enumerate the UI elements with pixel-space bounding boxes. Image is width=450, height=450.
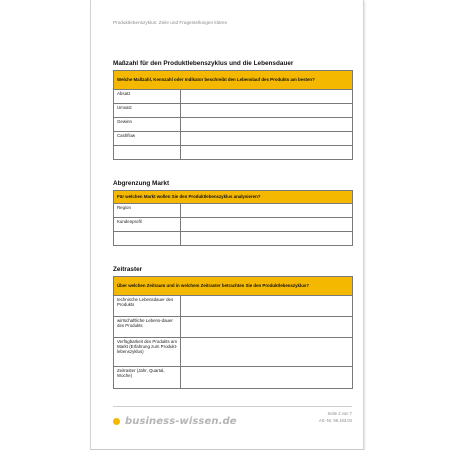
business-wissen-logo[interactable] [113,414,237,428]
row-label [114,146,181,160]
answer-cell[interactable] [181,218,353,232]
row-label [114,232,181,246]
answer-cell[interactable] [181,146,353,160]
row-label: wirtschaftliche Lebens-dauer des Produkts [114,317,181,338]
table-kennzahl [113,70,353,160]
answer-cell[interactable] [181,104,353,118]
row-label: Gewinn [114,118,181,132]
question-cell: Für welchen Markt wollen Sie den Produktlebenszyklus analysieren? [114,191,353,204]
row-label: Kundenprofil [114,218,181,232]
row-label: Umsatz [114,104,181,118]
row-label: Verfügbarkeit des Produkts am Markt (Erfahrung zum Produkt-lebenszyklus) [114,338,181,367]
page-number: Seite 2 von 7 [327,411,352,416]
answer-cell[interactable] [181,118,353,132]
table-zeitraster [113,276,353,389]
section-title-kennzahl: Maßzahl für den Produktlebenszyklus und die Lebensdauer [113,60,294,67]
section-title-zeitraster: Zeitraster [113,266,143,273]
footer-divider [113,406,352,407]
row-label: Cashflow [114,132,181,146]
logo-dot-icon [113,418,120,425]
logo-text: business-wissen.de [125,415,237,427]
question-cell: Über welchen Zeitraum und in welchem Zeitraster betrachten Sie den Produktlebenszyklus? [114,277,353,296]
section-title-markt: Abgrenzung Markt [113,180,170,187]
table-markt [113,190,353,246]
answer-cell[interactable] [181,296,353,317]
page-header: Produktlebenszyklus: Ziele und Fragestellungen klären [113,20,228,25]
answer-cell[interactable] [181,232,353,246]
row-label: Region [114,204,181,218]
answer-cell[interactable] [181,90,353,104]
answer-cell[interactable] [181,317,353,338]
footer-meta [319,410,352,424]
row-label: Absatz [114,90,181,104]
document-page [90,0,364,450]
question-cell: Welche Maßzahl, Kennzahl oder Indikator beschreibt den Lebenslauf des Produkts am besten? [114,71,353,90]
row-label: Zeitraster (Jahr, Quartal, Woche) [114,367,181,389]
answer-cell[interactable] [181,132,353,146]
answer-cell[interactable] [181,204,353,218]
answer-cell[interactable] [181,367,353,389]
row-label: technische Lebensdauer des Produkts [114,296,181,317]
article-number: Art.-Nr. 99.163.04 [318,418,352,423]
answer-cell[interactable] [181,338,353,367]
